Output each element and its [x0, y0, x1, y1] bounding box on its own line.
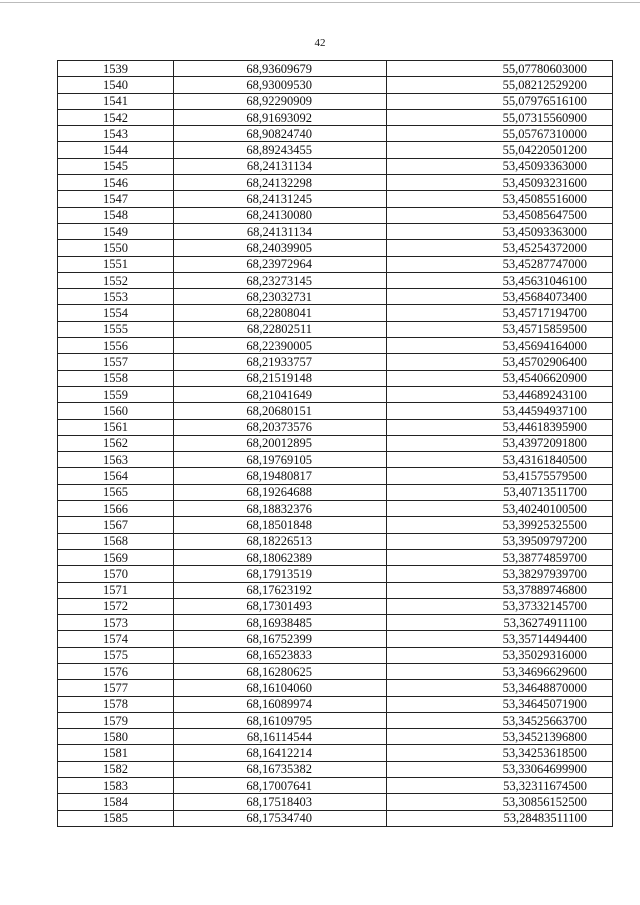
- top-rule: [0, 2, 640, 3]
- coordinate-x-cell: 68,20012895: [174, 435, 387, 451]
- point-number-cell: 1540: [58, 77, 174, 93]
- coordinate-x-cell: 68,19769105: [174, 452, 387, 468]
- coordinate-x-cell: 68,24039905: [174, 240, 387, 256]
- coordinate-x-cell: 68,20373576: [174, 419, 387, 435]
- coordinate-x-cell: 68,21519148: [174, 370, 387, 386]
- coordinate-x-cell: 68,93009530: [174, 77, 387, 93]
- coordinate-y-cell: 53,45287747000: [387, 256, 613, 272]
- coordinate-y-cell: 53,34521396800: [387, 729, 613, 745]
- table-row: [58, 680, 613, 696]
- coordinate-x-cell: 68,23972964: [174, 256, 387, 272]
- coordinate-y-cell: 53,40240100500: [387, 501, 613, 517]
- coordinate-y-cell: 53,32311674500: [387, 778, 613, 794]
- coordinate-y-cell: 53,45085647500: [387, 207, 613, 223]
- coordinate-y-cell: 53,45406620900: [387, 370, 613, 386]
- coordinate-y-cell: 55,04220501200: [387, 142, 613, 158]
- coordinate-x-cell: 68,21933757: [174, 354, 387, 370]
- coordinate-y-cell: 53,28483511100: [387, 810, 613, 826]
- point-number-cell: 1557: [58, 354, 174, 370]
- point-number-cell: 1560: [58, 403, 174, 419]
- coordinate-y-cell: 53,45694164000: [387, 338, 613, 354]
- coordinate-y-cell: 53,37332145700: [387, 598, 613, 614]
- coordinate-x-cell: 68,24131245: [174, 191, 387, 207]
- coordinates-table-body: [58, 61, 613, 827]
- coordinate-y-cell: 55,05767310000: [387, 126, 613, 142]
- table-row: [58, 517, 613, 533]
- point-number-cell: 1568: [58, 533, 174, 549]
- coordinate-y-cell: 53,33064699900: [387, 761, 613, 777]
- coordinate-y-cell: 53,35029316000: [387, 647, 613, 663]
- coordinate-x-cell: 68,20680151: [174, 403, 387, 419]
- coordinate-x-cell: 68,18832376: [174, 501, 387, 517]
- table-row: [58, 794, 613, 810]
- coordinate-y-cell: 53,38297939700: [387, 566, 613, 582]
- table-row: [58, 142, 613, 158]
- coordinate-x-cell: 68,23032731: [174, 289, 387, 305]
- point-number-cell: 1584: [58, 794, 174, 810]
- coordinate-x-cell: 68,16089974: [174, 696, 387, 712]
- point-number-cell: 1561: [58, 419, 174, 435]
- coordinate-y-cell: 53,45702906400: [387, 354, 613, 370]
- table-row: [58, 126, 613, 142]
- coordinate-y-cell: 55,07780603000: [387, 61, 613, 77]
- coordinate-y-cell: 53,44618395900: [387, 419, 613, 435]
- coordinate-y-cell: 53,34648870000: [387, 680, 613, 696]
- table-row: [58, 582, 613, 598]
- coordinate-x-cell: 68,17518403: [174, 794, 387, 810]
- point-number-cell: 1569: [58, 549, 174, 565]
- table-row: [58, 321, 613, 337]
- point-number-cell: 1579: [58, 712, 174, 728]
- coordinate-x-cell: 68,18226513: [174, 533, 387, 549]
- coordinate-y-cell: 53,34645071900: [387, 696, 613, 712]
- point-number-cell: 1541: [58, 93, 174, 109]
- coordinate-y-cell: 53,41575579500: [387, 468, 613, 484]
- coordinate-y-cell: 53,45093363000: [387, 158, 613, 174]
- coordinate-x-cell: 68,17913519: [174, 566, 387, 582]
- point-number-cell: 1574: [58, 631, 174, 647]
- coordinate-x-cell: 68,17623192: [174, 582, 387, 598]
- coordinates-table: [57, 60, 613, 827]
- coordinate-y-cell: 53,35714494400: [387, 631, 613, 647]
- table-row: [58, 778, 613, 794]
- table-row: [58, 712, 613, 728]
- table-row: [58, 533, 613, 549]
- table-row: [58, 256, 613, 272]
- table-row: [58, 354, 613, 370]
- coordinate-y-cell: 53,45717194700: [387, 305, 613, 321]
- table-row: [58, 761, 613, 777]
- coordinate-x-cell: 68,24131134: [174, 223, 387, 239]
- table-row: [58, 289, 613, 305]
- table-row: [58, 109, 613, 125]
- coordinate-y-cell: 55,08212529200: [387, 77, 613, 93]
- coordinate-x-cell: 68,16523833: [174, 647, 387, 663]
- coordinate-x-cell: 68,16114544: [174, 729, 387, 745]
- point-number-cell: 1567: [58, 517, 174, 533]
- point-number-cell: 1562: [58, 435, 174, 451]
- coordinate-x-cell: 68,17534740: [174, 810, 387, 826]
- point-number-cell: 1566: [58, 501, 174, 517]
- table-row: [58, 501, 613, 517]
- point-number-cell: 1552: [58, 272, 174, 288]
- point-number-cell: 1555: [58, 321, 174, 337]
- page-number: 42: [314, 37, 326, 49]
- table-row: [58, 305, 613, 321]
- coordinate-y-cell: 53,37889746800: [387, 582, 613, 598]
- point-number-cell: 1544: [58, 142, 174, 158]
- coordinate-y-cell: 53,39925325500: [387, 517, 613, 533]
- coordinate-x-cell: 68,23273145: [174, 272, 387, 288]
- table-row: [58, 598, 613, 614]
- table-row: [58, 484, 613, 500]
- table-row: [58, 386, 613, 402]
- point-number-cell: 1556: [58, 338, 174, 354]
- point-number-cell: 1548: [58, 207, 174, 223]
- coordinate-y-cell: 53,45631046100: [387, 272, 613, 288]
- coordinate-y-cell: 53,36274911100: [387, 615, 613, 631]
- coordinate-x-cell: 68,16109795: [174, 712, 387, 728]
- coordinate-x-cell: 68,19264688: [174, 484, 387, 500]
- table-row: [58, 631, 613, 647]
- coordinate-x-cell: 68,18062389: [174, 549, 387, 565]
- point-number-cell: 1543: [58, 126, 174, 142]
- table-row: [58, 435, 613, 451]
- point-number-cell: 1565: [58, 484, 174, 500]
- coordinate-y-cell: 55,07976516100: [387, 93, 613, 109]
- coordinate-x-cell: 68,24130080: [174, 207, 387, 223]
- point-number-cell: 1545: [58, 158, 174, 174]
- coordinate-y-cell: 53,44594937100: [387, 403, 613, 419]
- point-number-cell: 1549: [58, 223, 174, 239]
- coordinate-y-cell: 53,44689243100: [387, 386, 613, 402]
- coordinate-x-cell: 68,90824740: [174, 126, 387, 142]
- point-number-cell: 1585: [58, 810, 174, 826]
- point-number-cell: 1547: [58, 191, 174, 207]
- table-row: [58, 240, 613, 256]
- coordinate-x-cell: 68,22802511: [174, 321, 387, 337]
- table-row: [58, 272, 613, 288]
- point-number-cell: 1564: [58, 468, 174, 484]
- coordinate-x-cell: 68,18501848: [174, 517, 387, 533]
- table-row: [58, 175, 613, 191]
- coordinate-x-cell: 68,24131134: [174, 158, 387, 174]
- point-number-cell: 1580: [58, 729, 174, 745]
- point-number-cell: 1571: [58, 582, 174, 598]
- coordinate-y-cell: 53,45085516000: [387, 191, 613, 207]
- table-row: [58, 468, 613, 484]
- point-number-cell: 1582: [58, 761, 174, 777]
- coordinate-x-cell: 68,17301493: [174, 598, 387, 614]
- table-row: [58, 93, 613, 109]
- coordinate-y-cell: 53,45254372000: [387, 240, 613, 256]
- coordinate-y-cell: 53,34696629600: [387, 663, 613, 679]
- coordinate-y-cell: 53,43972091800: [387, 435, 613, 451]
- coordinate-y-cell: 53,34525663700: [387, 712, 613, 728]
- table-row: [58, 403, 613, 419]
- coordinate-y-cell: 55,07315560900: [387, 109, 613, 125]
- point-number-cell: 1576: [58, 663, 174, 679]
- coordinate-y-cell: 53,45093231600: [387, 175, 613, 191]
- coordinate-y-cell: 53,45093363000: [387, 223, 613, 239]
- point-number-cell: 1558: [58, 370, 174, 386]
- point-number-cell: 1573: [58, 615, 174, 631]
- table-row: [58, 452, 613, 468]
- coordinate-y-cell: 53,40713511700: [387, 484, 613, 500]
- coordinate-x-cell: 68,17007641: [174, 778, 387, 794]
- table-row: [58, 61, 613, 77]
- table-row: [58, 647, 613, 663]
- coordinate-x-cell: 68,16412214: [174, 745, 387, 761]
- coordinate-y-cell: 53,45684073400: [387, 289, 613, 305]
- table-row: [58, 566, 613, 582]
- coordinate-x-cell: 68,89243455: [174, 142, 387, 158]
- coordinate-x-cell: 68,19480817: [174, 468, 387, 484]
- point-number-cell: 1546: [58, 175, 174, 191]
- point-number-cell: 1583: [58, 778, 174, 794]
- table-row: [58, 191, 613, 207]
- table-row: [58, 77, 613, 93]
- coordinate-y-cell: 53,34253618500: [387, 745, 613, 761]
- coordinate-x-cell: 68,91693092: [174, 109, 387, 125]
- table-row: [58, 729, 613, 745]
- coordinate-x-cell: 68,24132298: [174, 175, 387, 191]
- coordinate-y-cell: 53,39509797200: [387, 533, 613, 549]
- table-row: [58, 223, 613, 239]
- table-row: [58, 745, 613, 761]
- point-number-cell: 1554: [58, 305, 174, 321]
- point-number-cell: 1551: [58, 256, 174, 272]
- coordinate-x-cell: 68,22390005: [174, 338, 387, 354]
- coordinate-x-cell: 68,93609679: [174, 61, 387, 77]
- point-number-cell: 1542: [58, 109, 174, 125]
- table-row: [58, 810, 613, 826]
- coordinate-y-cell: 53,38774859700: [387, 549, 613, 565]
- point-number-cell: 1575: [58, 647, 174, 663]
- point-number-cell: 1550: [58, 240, 174, 256]
- table-row: [58, 615, 613, 631]
- point-number-cell: 1539: [58, 61, 174, 77]
- point-number-cell: 1577: [58, 680, 174, 696]
- coordinate-x-cell: 68,16104060: [174, 680, 387, 696]
- table-row: [58, 419, 613, 435]
- table-row: [58, 158, 613, 174]
- point-number-cell: 1553: [58, 289, 174, 305]
- coordinate-x-cell: 68,16735382: [174, 761, 387, 777]
- point-number-cell: 1581: [58, 745, 174, 761]
- table-row: [58, 207, 613, 223]
- point-number-cell: 1563: [58, 452, 174, 468]
- point-number-cell: 1559: [58, 386, 174, 402]
- table-row: [58, 663, 613, 679]
- coordinate-y-cell: 53,30856152500: [387, 794, 613, 810]
- table-row: [58, 338, 613, 354]
- coordinate-x-cell: 68,16752399: [174, 631, 387, 647]
- coordinate-x-cell: 68,21041649: [174, 386, 387, 402]
- table-row: [58, 370, 613, 386]
- coordinate-x-cell: 68,16938485: [174, 615, 387, 631]
- table-row: [58, 696, 613, 712]
- coordinate-x-cell: 68,16280625: [174, 663, 387, 679]
- coordinate-y-cell: 53,43161840500: [387, 452, 613, 468]
- point-number-cell: 1578: [58, 696, 174, 712]
- coordinate-x-cell: 68,22808041: [174, 305, 387, 321]
- coordinate-x-cell: 68,92290909: [174, 93, 387, 109]
- point-number-cell: 1570: [58, 566, 174, 582]
- coordinate-y-cell: 53,45715859500: [387, 321, 613, 337]
- table-row: [58, 549, 613, 565]
- point-number-cell: 1572: [58, 598, 174, 614]
